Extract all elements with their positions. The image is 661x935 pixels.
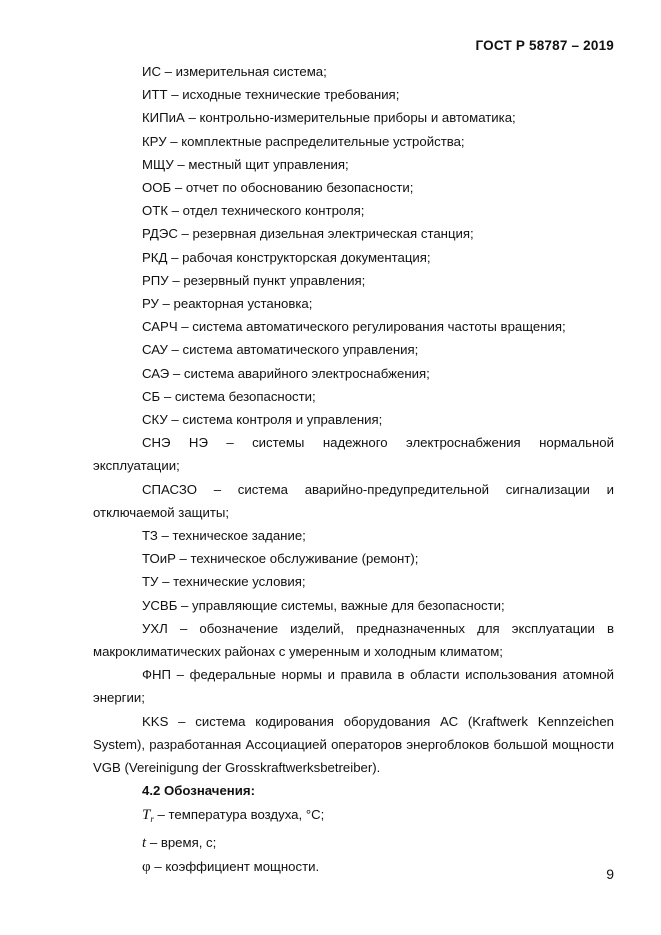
- abbreviation-item: ОТК – отдел технического контроля;: [142, 203, 365, 219]
- abbreviation-item: ТЗ – техническое задание;: [142, 528, 306, 544]
- notation-description: – температура воздуха, °С;: [153, 806, 325, 822]
- notation-symbol: t: [142, 834, 147, 851]
- document-standard-header: ГОСТ Р 58787 – 2019: [475, 38, 614, 53]
- section-heading: 4.2 Обозначения:: [142, 783, 255, 799]
- abbreviation-item: KKS – система кодирования оборудования АС (Kraftwerk Kennzeichen System), разработанная Ассоциацией операторов энергоблоков большой мощности VGB (Vereinigung der Grosskraftwerksbetreiber).: [93, 713, 614, 776]
- abbreviation-item: СБ – система безопасности;: [142, 388, 316, 404]
- notation-description: – коэффициент мощности.: [150, 858, 320, 874]
- abbreviation-item: МЩУ – местный щит управления;: [142, 156, 349, 172]
- abbreviation-item: ТУ – технические условия;: [142, 574, 306, 590]
- abbreviation-item: СНЭ НЭ – системы надежного электроснабжения нормальной эксплуатации;: [93, 435, 614, 474]
- abbreviations-list: [93, 60, 614, 779]
- abbreviation-item: СПАСЗО – система аварийно-предупредительной сигнализации и отключаемой защиты;: [93, 481, 614, 520]
- notations-list: [93, 803, 614, 880]
- abbreviation-item: УСВБ – управляющие системы, важные для безопасности;: [142, 597, 505, 613]
- abbreviation-item: КИПиА – контрольно-измерительные приборы и автоматика;: [142, 110, 516, 126]
- notation-subscript: r: [150, 813, 154, 824]
- abbreviation-item: ООБ – отчет по обоснованию безопасности;: [142, 180, 414, 196]
- abbreviation-item: САЭ – система аварийного электроснабжения;: [142, 365, 430, 381]
- page-number: 9: [606, 866, 614, 882]
- notation-item: [93, 831, 614, 855]
- notation-description: – время, с;: [146, 834, 217, 850]
- page-content: [93, 60, 614, 879]
- abbreviation-item: САРЧ – система автоматического регулирования частоты вращения;: [142, 319, 566, 335]
- abbreviation-item: КРУ – комплектные распределительные устройства;: [142, 133, 465, 149]
- abbreviation-item: ИТТ – исходные технические требования;: [142, 87, 400, 103]
- abbreviation-item: ИС – измерительная система;: [142, 64, 327, 79]
- abbreviation-item: УХЛ – обозначение изделий, предназначенных для эксплуатации в макроклиматических районах с умеренным и холодным климатом;: [93, 620, 614, 660]
- abbreviation-item: РКД – рабочая конструкторская документация;: [142, 249, 431, 265]
- abbreviation-item: РУ – реакторная установка;: [142, 296, 313, 312]
- abbreviation-item: ФНП – федеральные нормы и правила в области использования атомной энергии;: [93, 667, 614, 706]
- abbreviation-item: ТОиР – техническое обслуживание (ремонт);: [142, 551, 419, 567]
- abbreviation-item: РПУ – резервный пункт управления;: [142, 272, 366, 288]
- notation-symbol: φ: [142, 858, 151, 875]
- notation-item: [93, 803, 614, 831]
- abbreviation-item: САУ – система автоматического управления;: [142, 342, 419, 358]
- abbreviation-item: СКУ – система контроля и управления;: [142, 412, 383, 428]
- notation-symbol: T: [142, 806, 151, 823]
- notation-item: [93, 855, 614, 879]
- abbreviation-item: РДЭС – резервная дизельная электрическая станция;: [142, 226, 474, 242]
